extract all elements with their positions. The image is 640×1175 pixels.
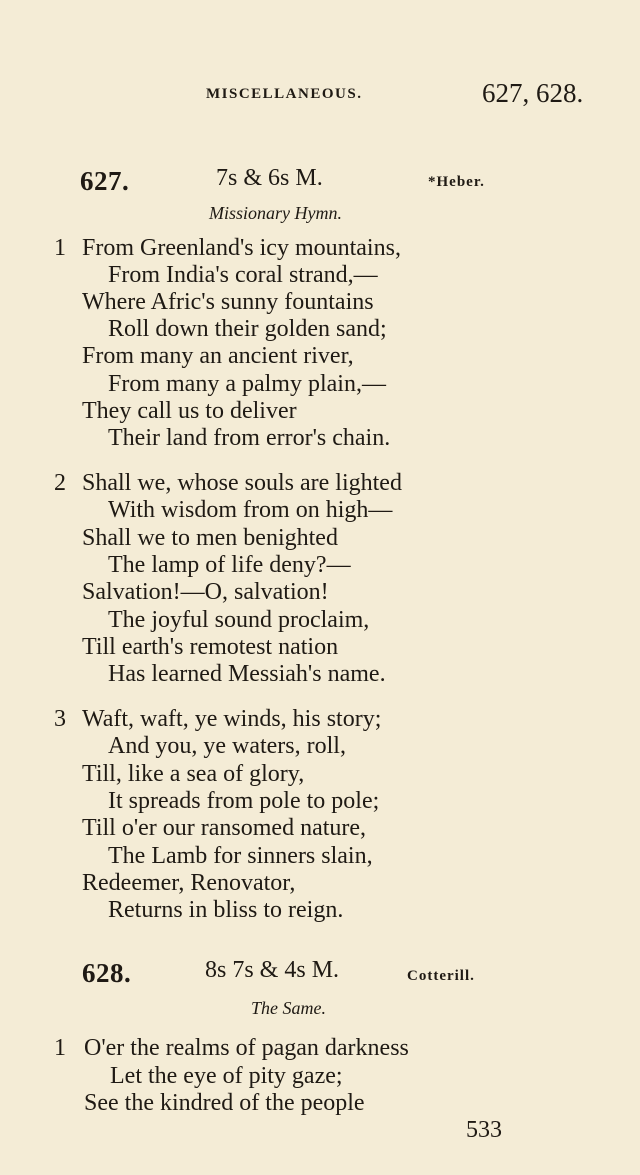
hymn-meter: 7s & 6s M. <box>216 165 323 191</box>
verse-number: 2 <box>54 470 66 496</box>
verse-line: The lamp of life deny?— <box>108 552 351 578</box>
verse-number: 1 <box>54 235 66 261</box>
verse-line: Waft, waft, ye winds, his story; <box>82 706 382 732</box>
verse-line: Where Afric's sunny fountains <box>82 289 374 315</box>
verse-line: Redeemer, Renovator, <box>82 870 296 896</box>
verse-line: Returns in bliss to reign. <box>108 897 344 923</box>
verse-line: Shall we to men benighted <box>82 525 338 551</box>
verse-line: From Greenland's icy mountains, <box>82 235 401 261</box>
running-head: MISCELLANEOUS. <box>206 86 363 102</box>
hymn-range: 627, 628. <box>482 78 584 108</box>
verse-line: The Lamb for sinners slain, <box>108 843 373 869</box>
verse-line: They call us to deliver <box>82 398 297 424</box>
verse-line: Till o'er our ransomed nature, <box>82 815 367 841</box>
hymn-title: The Same. <box>251 998 326 1018</box>
verse-line: Let the eye of pity gaze; <box>110 1063 343 1089</box>
verse-line: Salvation!—O, salvation! <box>82 579 329 605</box>
verse-line: The joyful sound proclaim, <box>108 607 370 633</box>
verse-line: With wisdom from on high— <box>108 497 393 523</box>
verse-line: And you, ye waters, roll, <box>108 733 346 759</box>
verse-number: 1 <box>54 1035 66 1061</box>
hymn-author: Cotterill. <box>407 968 475 984</box>
verse-line: From India's coral strand,— <box>108 262 378 288</box>
hymn-number: 628. <box>82 958 132 988</box>
verse-line: Shall we, whose souls are lighted <box>82 470 402 496</box>
verse-line: Their land from error's chain. <box>108 425 391 451</box>
verse-line: From many a palmy plain,— <box>108 371 386 397</box>
hymn-meter: 8s 7s & 4s M. <box>205 957 340 983</box>
hymn-title: Missionary Hymn. <box>209 203 342 223</box>
hymn-author: *Heber. <box>428 174 485 190</box>
verse-line: Till, like a sea of glory, <box>82 761 305 787</box>
verse-line: It spreads from pole to pole; <box>108 788 380 814</box>
verse-line: Has learned Messiah's name. <box>108 661 386 687</box>
page-number: 533 <box>466 1117 502 1143</box>
verse-line: O'er the realms of pagan darkness <box>84 1035 409 1061</box>
verse-number: 3 <box>54 706 66 732</box>
verse-line: Till earth's remotest nation <box>82 634 339 660</box>
verse-line: From many an ancient river, <box>82 343 354 369</box>
hymn-number: 627. <box>80 166 130 196</box>
verse-line: See the kindred of the people <box>84 1090 365 1116</box>
verse-line: Roll down their golden sand; <box>108 316 387 342</box>
